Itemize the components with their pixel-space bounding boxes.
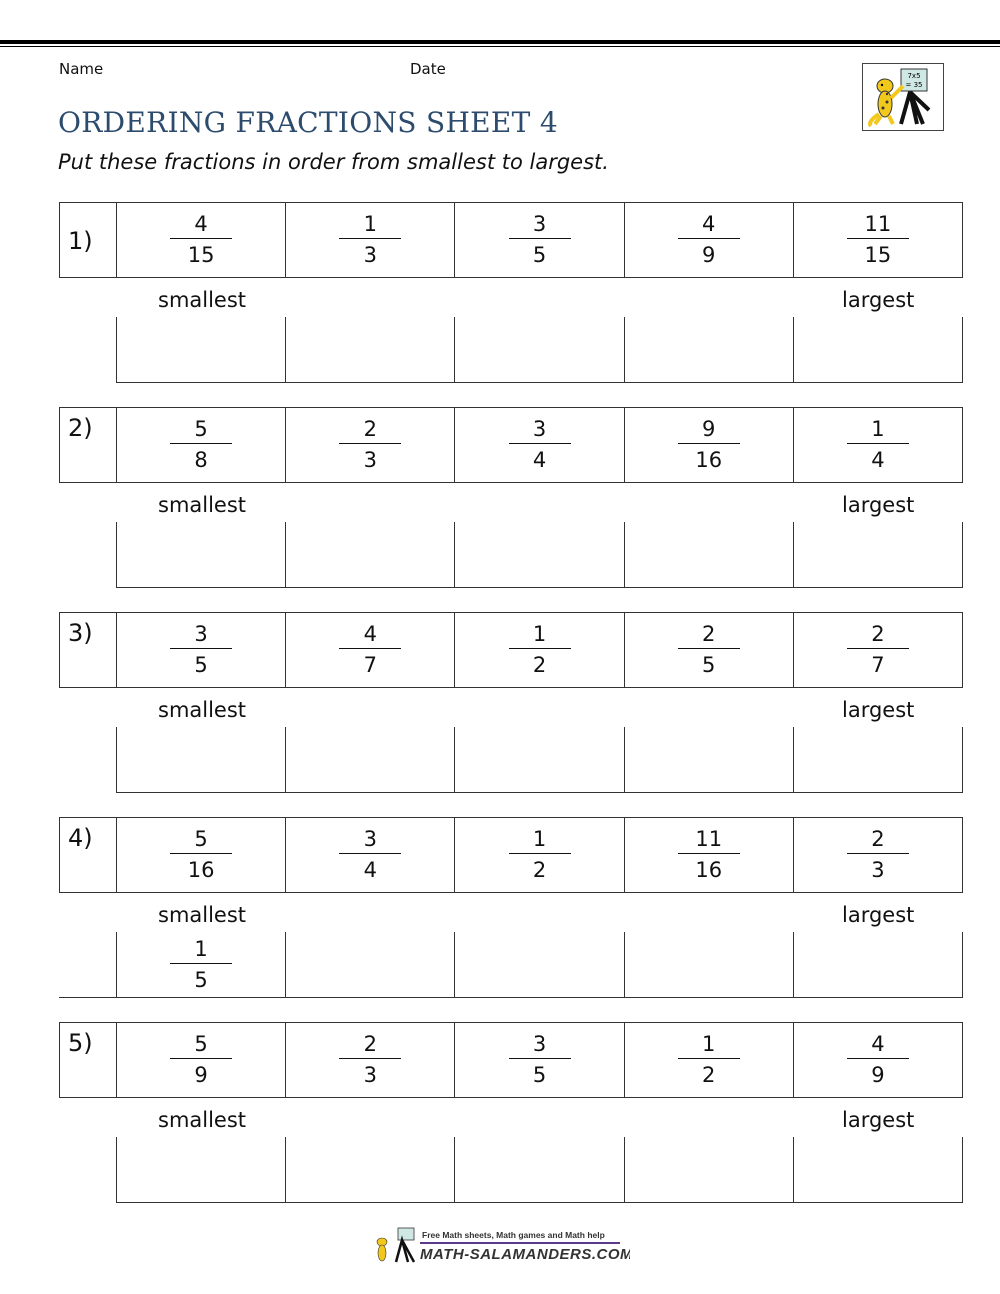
denominator: 16 (695, 448, 723, 472)
fraction-cell (117, 203, 286, 277)
fraction-cell (625, 408, 794, 482)
denominator: 2 (532, 653, 547, 677)
question-row (59, 202, 963, 278)
answer-box[interactable] (117, 522, 286, 587)
fraction-cell (117, 408, 286, 482)
largest-label: largest (842, 1108, 915, 1132)
footer-site: MATH-SALAMANDERS.COM (420, 1246, 630, 1263)
numerator: 2 (871, 622, 885, 646)
answer-box[interactable] (625, 727, 794, 792)
answer-box[interactable] (286, 932, 455, 998)
numerator: 1 (871, 417, 885, 441)
answer-row (116, 932, 963, 998)
answer-box[interactable] (794, 1137, 963, 1202)
answer-row (116, 317, 963, 383)
fraction-cell (117, 818, 286, 892)
fraction (678, 214, 740, 266)
numerator: 11 (864, 212, 892, 236)
numerator: 5 (194, 417, 208, 441)
fraction-cell (625, 1023, 794, 1097)
fraction (509, 829, 571, 881)
fraction-cell (117, 1023, 286, 1097)
denominator: 9 (871, 1063, 885, 1087)
fraction (509, 624, 571, 676)
fraction-cell (794, 818, 962, 892)
answer-box[interactable] (455, 932, 624, 998)
numerator: 2 (363, 1032, 377, 1056)
numerator: 2 (871, 827, 885, 851)
numerator: 1 (702, 1032, 716, 1056)
answer-row (116, 522, 963, 588)
denominator: 5 (194, 653, 208, 677)
numerator: 11 (695, 827, 723, 851)
fraction-cell (286, 818, 455, 892)
fraction (170, 419, 232, 471)
answer-box[interactable] (794, 522, 963, 587)
smallest-label: smallest (158, 698, 247, 722)
numerator: 2 (363, 417, 377, 441)
answer-box[interactable] (625, 317, 794, 382)
numerator: 2 (702, 622, 716, 646)
numerator: 1 (532, 622, 547, 646)
largest-label: largest (842, 903, 915, 927)
numerator: 5 (194, 1032, 208, 1056)
denominator: 4 (871, 448, 885, 472)
salamander-logo (862, 63, 944, 131)
numerator: 1 (194, 937, 208, 961)
answer-box[interactable] (117, 727, 286, 792)
numerator: 5 (194, 827, 208, 851)
largest-label: largest (842, 698, 915, 722)
denominator: 7 (363, 653, 377, 677)
fraction (509, 214, 571, 266)
answer-box[interactable] (625, 1137, 794, 1202)
question-number: 5) (60, 1023, 117, 1097)
instructions: Put these fractions in order from smallest to largest. (58, 150, 609, 174)
numerator: 1 (532, 827, 547, 851)
denominator: 3 (871, 858, 885, 882)
denominator: 5 (532, 243, 547, 267)
denominator: 5 (194, 968, 208, 992)
fraction-cell (455, 818, 624, 892)
denominator: 2 (702, 1063, 716, 1087)
fraction-cell (625, 818, 794, 892)
fraction-cell (455, 1023, 624, 1097)
fraction-cell (286, 1023, 455, 1097)
problem-3 (0, 612, 1000, 812)
question-row (59, 407, 963, 483)
numerator: 3 (194, 622, 208, 646)
denominator: 15 (864, 243, 892, 267)
fraction (170, 829, 232, 881)
fraction (339, 214, 401, 266)
fraction (678, 624, 740, 676)
answer-box[interactable] (794, 932, 963, 998)
smallest-label: smallest (158, 288, 247, 312)
largest-label: largest (842, 288, 915, 312)
numerator: 3 (532, 212, 547, 236)
question-row (59, 612, 963, 688)
fraction (170, 214, 232, 266)
denominator: 4 (532, 448, 547, 472)
salamander-logo-icon (863, 64, 943, 130)
answer-row (116, 1137, 963, 1203)
fraction (847, 829, 909, 881)
answer-box[interactable] (455, 522, 624, 587)
denominator: 9 (702, 243, 716, 267)
answer-row-baseline (59, 997, 963, 998)
denominator: 3 (363, 1063, 377, 1087)
numerator: 3 (363, 827, 377, 851)
numerator: 1 (363, 212, 377, 236)
footer-logo-graphic (370, 1226, 630, 1266)
answer-box[interactable] (286, 522, 455, 587)
fraction (339, 1034, 401, 1086)
denominator: 3 (363, 243, 377, 267)
date-label: Date (410, 60, 446, 78)
fraction-cell (117, 613, 286, 687)
footer-tagline: Free Math sheets, Math games and Math help (422, 1230, 605, 1240)
fraction (847, 1034, 909, 1086)
question-row (59, 817, 963, 893)
top-rule (0, 40, 1000, 44)
fraction-cell (455, 203, 624, 277)
fraction-cell (455, 408, 624, 482)
fraction (339, 624, 401, 676)
fraction (509, 419, 571, 471)
denominator: 3 (363, 448, 377, 472)
fraction-cell (286, 613, 455, 687)
answer-row (116, 727, 963, 793)
denominator: 5 (532, 1063, 547, 1087)
fraction-cell (794, 613, 962, 687)
denominator: 5 (702, 653, 716, 677)
denominator: 9 (194, 1063, 208, 1087)
answer-box[interactable] (117, 932, 286, 998)
smallest-label: smallest (158, 493, 247, 517)
answer-box[interactable] (794, 727, 963, 792)
svg-text:= 35: = 35 (905, 81, 923, 89)
denominator: 2 (532, 858, 547, 882)
numerator: 9 (702, 417, 716, 441)
problem-1 (0, 202, 1000, 402)
denominator: 16 (695, 858, 723, 882)
fraction-cell (455, 613, 624, 687)
fraction (847, 419, 909, 471)
numerator: 4 (194, 212, 208, 236)
answer-box[interactable] (286, 727, 455, 792)
question-row (59, 1022, 963, 1098)
answer-box[interactable] (455, 317, 624, 382)
fraction (847, 624, 909, 676)
numerator: 4 (871, 1032, 885, 1056)
question-number: 4) (60, 818, 117, 892)
fraction-cell (794, 408, 962, 482)
question-number: 2) (60, 408, 117, 482)
denominator: 7 (871, 653, 885, 677)
problem-2 (0, 407, 1000, 607)
fraction-cell (286, 408, 455, 482)
fraction (509, 1034, 571, 1086)
fraction-cell (286, 203, 455, 277)
page-title: ORDERING FRACTIONS SHEET 4 (58, 106, 558, 139)
fraction (339, 829, 401, 881)
fraction (170, 939, 232, 991)
answer-box[interactable] (286, 1137, 455, 1202)
footer-logo (370, 1226, 630, 1266)
answer-box[interactable] (455, 1137, 624, 1202)
name-label: Name (59, 60, 104, 78)
fraction-cell (625, 203, 794, 277)
denominator: 16 (187, 858, 215, 882)
numerator: 3 (532, 417, 547, 441)
smallest-label: smallest (158, 1108, 247, 1132)
denominator: 8 (194, 448, 208, 472)
denominator: 15 (187, 243, 215, 267)
answer-box[interactable] (286, 317, 455, 382)
denominator: 4 (363, 858, 377, 882)
question-number: 3) (60, 613, 117, 687)
numerator: 3 (532, 1032, 547, 1056)
smallest-label: smallest (158, 903, 247, 927)
fraction-cell (794, 1023, 962, 1097)
answer-box[interactable] (794, 317, 963, 382)
problem-4 (0, 817, 1000, 1017)
fraction-cell (625, 613, 794, 687)
fraction (339, 419, 401, 471)
fraction (678, 829, 740, 881)
svg-text:7x5: 7x5 (907, 72, 921, 80)
fraction (678, 419, 740, 471)
largest-label: largest (842, 493, 915, 517)
problem-5 (0, 1022, 1000, 1222)
fraction-cell (794, 203, 962, 277)
answer-box[interactable] (117, 1137, 286, 1202)
numerator: 4 (363, 622, 377, 646)
question-number: 1) (60, 203, 117, 277)
fraction (170, 1034, 232, 1086)
answer-box[interactable] (117, 317, 286, 382)
fraction (170, 624, 232, 676)
numerator: 4 (702, 212, 716, 236)
fraction (678, 1034, 740, 1086)
fraction (847, 214, 909, 266)
top-rule-thin (0, 46, 1000, 47)
answer-box[interactable] (455, 727, 624, 792)
answer-box[interactable] (625, 932, 794, 998)
answer-box[interactable] (625, 522, 794, 587)
